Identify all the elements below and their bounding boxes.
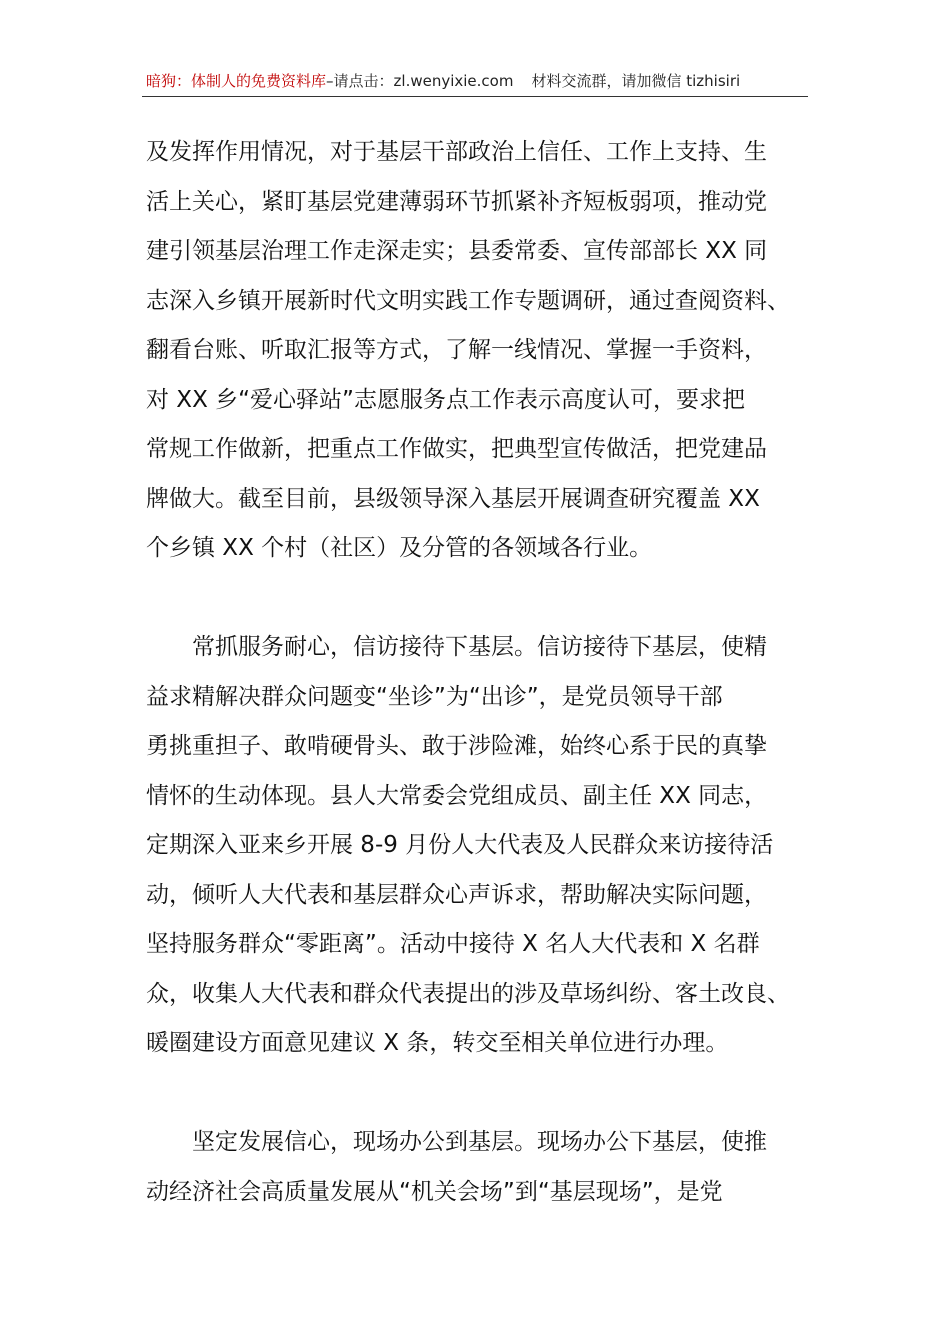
text-line: 建引领基层治理工作走深走实；县委常委、宣传部部长 XX 同	[146, 238, 768, 264]
paragraph-gap	[146, 574, 811, 624]
text-line: 常抓服务耐心，信访接待下基层。信访接待下基层，使精	[192, 634, 767, 660]
text-line: 定期深入亚来乡开展 8-9 月份人大代表及人民群众来访接待活	[146, 832, 774, 858]
paragraph	[146, 128, 811, 574]
text-line: 志深入乡镇开展新时代文明实践工作专题调研，通过查阅资料、	[146, 287, 790, 314]
header-site-name: 暗狗：体制人的免费资料库	[146, 72, 327, 90]
text-line: 个乡镇 XX 个村（社区）及分管的各领域各行业。	[146, 535, 653, 561]
header-link-prompt: –请点击：	[326, 72, 394, 90]
page-header	[146, 70, 806, 92]
paragraph	[146, 623, 811, 1069]
document-body	[146, 128, 811, 1217]
text-line: 坚定发展信心，现场办公到基层。现场办公下基层，使推	[192, 1129, 767, 1155]
header-divider	[142, 96, 808, 97]
text-line: 动，倾听人大代表和基层群众心声诉求，帮助解决实际问题，	[146, 881, 767, 908]
text-line: 动经济社会高质量发展从“机关会场”到“基层现场”，是党	[146, 1178, 723, 1205]
paragraph	[146, 1118, 811, 1217]
text-line: 益求精解决群众问题变“坐诊”为“出诊”，是党员领导干部	[146, 683, 723, 710]
text-line: 情怀的生动体现。县人大常委会党组成员、副主任 XX 同志，	[146, 782, 768, 809]
text-line: 众，收集人大代表和群众代表提出的涉及草场纠纷、客土改良、	[146, 980, 790, 1007]
paragraph-gap	[146, 1069, 811, 1119]
header-contact: 材料交流群，请加微信 tizhisiri	[531, 72, 741, 90]
text-line: 坚持服务群众“零距离”。活动中接待 X 名人大代表和 X 名群	[146, 931, 760, 957]
text-line: 翻看台账、听取汇报等方式，了解一线情况、掌握一手资料，	[146, 337, 767, 363]
text-line: 勇挑重担子、敢啃硬骨头、敢于涉险滩，始终心系于民的真挚	[146, 733, 767, 759]
text-line: 暖圈建设方面意见建议 X 条，转交至相关单位进行办理。	[146, 1030, 729, 1056]
text-line: 对 XX 乡“爱心驿站”志愿服务点工作表示高度认可，要求把	[146, 386, 745, 413]
text-line: 牌做大。截至目前，县级领导深入基层开展调查研究覆盖 XX	[146, 485, 760, 512]
header-link-url[interactable]: zl.wenyixie.com	[393, 72, 514, 90]
text-line: 活上关心，紧盯基层党建薄弱环节抓紧补齐短板弱项，推动党	[146, 188, 767, 215]
text-line: 常规工作做新，把重点工作做实，把典型宣传做活，把党建品	[146, 436, 767, 462]
text-line: 及发挥作用情况，对于基层干部政治上信任、工作上支持、生	[146, 139, 767, 165]
